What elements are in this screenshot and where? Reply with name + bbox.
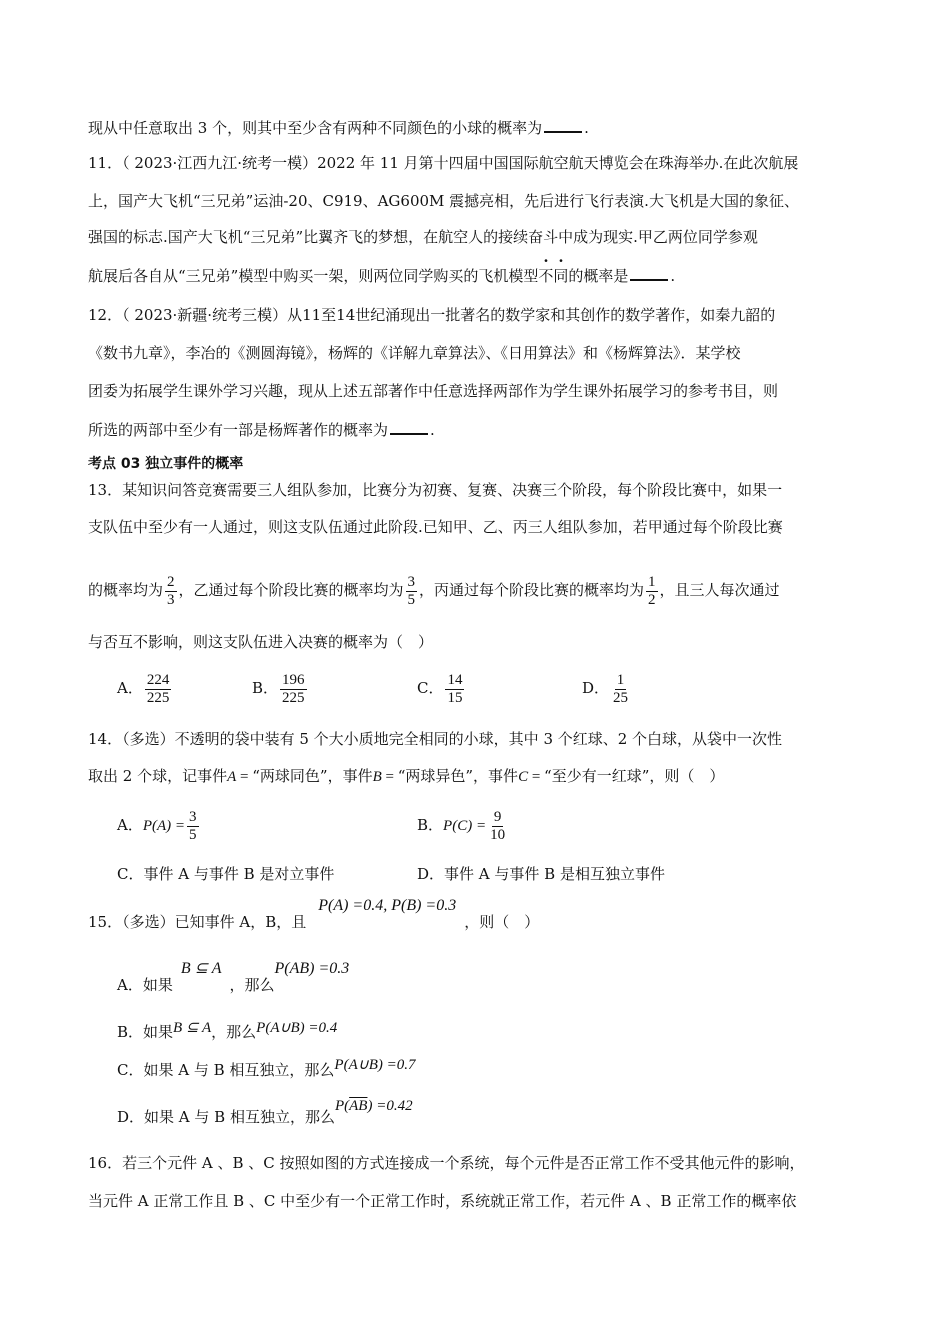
text: 的概率是 [568,267,629,285]
denominator: 5 [407,591,416,608]
q13-option-b[interactable] [252,668,309,708]
q14-line1: 14．（多选）不透明的袋中装有 5 个大小质地完全相同的小球，其中 3 个红球、2 个白球，从袋中一次性 [88,730,783,748]
text: C．如果 A 与 B 相互独立，那么 [117,1061,335,1079]
q13-line3 [88,572,780,609]
q11-line3: 强国的标志.国产大飞机“三兄弟”比翼齐飞的梦想，在航空人的接续奋斗中成为现实.甲乙两位同学参观 [88,228,758,246]
text: . [670,267,676,285]
text: 15．（多选）已知事件 A，B，且 [88,913,307,931]
q12-line3: 团委为拓展学生课外学习兴趣，现从上述五部著作中任意选择两部作为学生课外拓展学习的参考书目，则 [88,382,779,400]
q14-line2 [88,766,724,787]
option-label: B． [252,679,279,697]
fraction [280,672,307,707]
math-expr: B ⊆ A [173,1020,212,1036]
denominator: 225 [146,689,170,706]
denominator: 15 [447,689,463,706]
numerator: 3 [189,808,197,825]
q15-option-d[interactable] [117,1098,413,1128]
math-var: A [227,769,237,785]
text: ，那么 [211,1023,257,1041]
math-op: = [381,769,398,785]
q15-option-b[interactable] [117,1022,337,1043]
text: 航展后各自从“三兄弟”模型中购买一架，则两位同学购买的飞机模型 [88,267,539,285]
math-complement: $\overline{AB}$ [349,1098,368,1114]
numerator: 224 [146,671,170,688]
q11-line2: 上，国产大飞机“三兄弟”运油-20、C919、AG600M 震撼亮相，先后进行飞行表演.大飞机是大国的象征、 [88,192,799,210]
q16-line2: 当元件 A 正常工作且 B 、C 中至少有一个正常工作时，系统就正常工作，若元件 A 、B 正常工作的概率依 [88,1192,797,1210]
text: ，且三人每次通过 [659,581,780,599]
option-label: D． [582,679,610,697]
text: B．如果 [117,1023,174,1041]
answer-blank [544,117,582,133]
math-op: = [236,769,253,785]
text: 现从中任意取出 3 个，则其中至少含有两种不同颜色的小球的概率为 [88,119,543,137]
fraction [406,574,418,609]
q14-option-d[interactable]: D．事件 A 与事件 B 是相互独立事件 [417,865,665,883]
q15-option-c[interactable] [117,1057,416,1081]
numerator: 1 [616,671,625,688]
math-expr: ) =0.42 [367,1098,413,1114]
text: “两球异色”，事件 [397,767,519,785]
math-expr: B ⊆ A [180,960,222,977]
math-expr: P(A∪B) =0.7 [334,1057,416,1073]
math-expr: P(AB) =0.3 [274,960,350,977]
q10-tail [88,117,589,138]
text: ，则（ ） [464,913,540,931]
option-label: A． [117,816,143,834]
q15-line1 [88,897,540,933]
section-heading: 考点 03 独立事件的概率 [88,456,244,472]
text: D．如果 A 与 B 相互独立，那么 [117,1108,335,1126]
option-label: A． [117,679,143,697]
denominator: 5 [189,826,197,843]
numerator: 196 [282,671,305,688]
answer-blank [390,419,428,435]
math-expr: P(A) = [142,818,186,834]
text: 取出 2 个球，记事件 [88,767,228,785]
q12-line1: 12．（ 2023·新疆·统考三模）从11至14世纪涌现出一批著名的数学家和其创作的数学著作，如秦九韶的 [88,306,776,324]
denominator: 225 [282,689,305,706]
fraction [488,809,507,844]
q13-option-c[interactable] [417,668,466,708]
q13-line1: 13．某知识问答竞赛需要三人组队参加，比赛分为初赛、复赛、决赛三个阶段，每个阶段比赛中，如果一 [88,481,783,499]
q16-line1: 16．若三个元件 A 、B 、C 按照如图的方式连接成一个系统，每个元件是否正常工作不受其他元件的影响， [88,1154,805,1172]
text: 所选的两部中至少有一部是杨辉著作的概率为 [88,421,389,439]
denominator: 3 [167,591,175,608]
text: ，那么 [229,976,275,994]
math-expr: P( [334,1098,350,1114]
math-var: B [372,769,382,785]
emphasis-text: 不 [538,267,554,285]
numerator: 14 [447,671,463,688]
numerator: 3 [407,573,416,590]
fraction [165,574,177,609]
answer-blank [630,265,668,281]
q11-line4 [88,265,675,286]
fraction [187,809,199,844]
emphasis-text: 同 [553,267,569,285]
q15-option-a[interactable] [117,960,350,996]
denominator: 2 [648,591,656,608]
text: 的概率均为 [88,581,164,599]
q14-option-b[interactable] [417,805,509,846]
math-expr: P(A) =0.4, P(B) =0.3 [318,897,457,914]
fraction [611,672,630,707]
q14-option-a[interactable] [117,805,201,846]
math-expr: P(A∪B) =0.4 [256,1020,338,1036]
text: “两球同色”，事件 [252,767,373,785]
q11-line1: 11．（ 2023·江西九江·统考一模）2022 年 11 月第十四届中国国际航空航天博览会在珠海举办.在此次航展 [88,154,799,172]
q13-line4: 与否互不影响，则这支队伍进入决赛的概率为（ ） [88,633,434,651]
text: . [430,421,435,439]
q13-line2: 支队伍中至少有一人通过，则这支队伍通过此阶段.已知甲、乙、丙三人组队参加，若甲通过每个阶段比赛 [88,518,783,536]
fraction [646,574,658,609]
math-op: = [528,769,545,785]
math-expr: P(C) = [443,818,487,834]
text: “至少有一红球”，则（ ） [544,767,725,785]
denominator: 10 [490,826,506,843]
numerator: 9 [493,808,502,825]
numerator: 2 [167,573,175,590]
fraction [445,672,464,707]
numerator: 1 [648,573,656,590]
q12-line2: 《数书九章》，李冶的《测圆海镜》，杨辉的《详解九章算法》、《日用算法》和《杨辉算法》．某学校 [88,344,741,362]
q13-option-a[interactable] [117,668,173,708]
fraction [145,672,172,707]
option-label: C． [417,679,444,697]
text: . [584,119,589,137]
option-label: B． [417,816,444,834]
q13-option-d[interactable] [582,668,632,708]
text: ，乙通过每个阶段比赛的概率均为 [178,581,404,599]
q14-option-c[interactable]: C．事件 A 与事件 B 是对立事件 [117,865,335,883]
denominator: 25 [613,689,629,706]
q12-line4 [88,419,435,440]
text: A．如果 [117,976,173,994]
math-var: C [518,769,529,785]
text: ，丙通过每个阶段比赛的概率均为 [419,581,645,599]
